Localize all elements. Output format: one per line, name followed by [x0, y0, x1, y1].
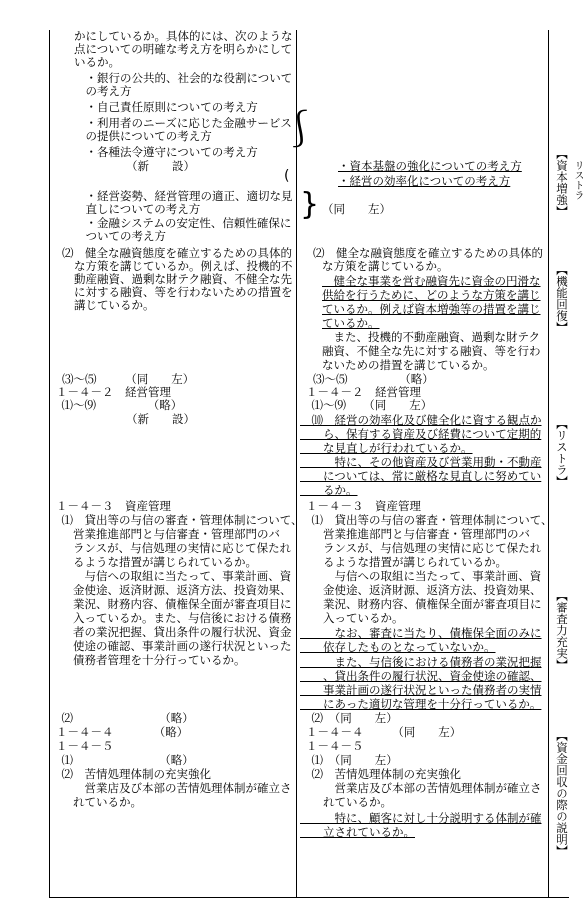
right-section-10-line: な見直しが行われているか。	[300, 441, 473, 455]
left-mgmt-line: ・金融システムの安定性、信頼性確保に	[74, 216, 292, 230]
side-label-capital: 【資本増強】	[555, 148, 569, 217]
right-item2-line: また、投機的不動産融資、過剰な財テク	[322, 330, 541, 344]
left-asset-line: 入っているか。また、与信後における債務	[50, 611, 292, 625]
right-tail-line: ⑴ （同 左）	[300, 753, 398, 767]
right-item2-line: ないための措置を講じているか。	[322, 358, 495, 372]
right-section-10-line: ⑽ 経営の効率化及び健全化に資する観点か	[300, 413, 542, 427]
left-new-established: （新 設）	[126, 159, 195, 173]
left-asset-line: 金使途、返済財源、返済方法、投資効果、	[50, 583, 292, 597]
right-item2-line: 健全な事業を営む融資先に資金の円滑な	[322, 274, 541, 288]
right-asset-line: ランスが、与信処理の実情に応じて保たれ	[300, 541, 542, 555]
left-intro-line: かにしているか。具体的には、次のような	[74, 29, 293, 43]
left-tail-line: １－４－４ （略）	[56, 725, 189, 739]
right-tail-line: １－４－４ （同 左）	[306, 725, 462, 739]
left-intro-line: 点についての明確な考え方を明らかにして	[74, 42, 293, 56]
left-heading-1-4-3: １－４－３ 資産管理	[56, 499, 171, 513]
left-tail-line: １－４－５	[56, 739, 114, 753]
side-label-review-enhancement: 【審査力充実】	[555, 590, 569, 671]
right-tail-line: 営業店及び本部の苦情処理体制が確立さ	[300, 781, 542, 795]
column-rule-middle	[296, 30, 297, 898]
right-asset-line: にあった適切な管理を十分行っているか。	[300, 697, 542, 711]
left-tail-line: ⑴ （略）	[50, 753, 194, 767]
left-asset-line: るような措置が講じられているか。	[50, 555, 257, 569]
side-label-function-recovery: 【機能回復】	[555, 264, 569, 333]
column-rule-right	[548, 30, 549, 898]
left-mgmt-line: ついての考え方	[74, 229, 166, 243]
side-label-capital-sub: リストラ	[572, 160, 583, 200]
left-asset-line: 使途の確認、事業計画の遂行状況といった	[50, 639, 292, 653]
left-tail-line: ⑵ 苦情処理体制の充実強化	[50, 767, 211, 781]
right-item2-line: な方策を講じているか。	[322, 259, 449, 273]
right-section-1-9: ⑴～⑼ （同 左）	[300, 398, 433, 412]
left-item2-line: に対する融資、等を行わないための措置を	[74, 285, 293, 299]
right-capital-line: ・経営の効率化についての考え方	[338, 174, 511, 188]
left-heading-1-4-2: １－４－２ 経営管理	[56, 385, 171, 399]
left-intro-line: ・各種法令遵守についての考え方	[74, 145, 258, 159]
right-section-10-line: 特に、その他資産及び営業用動・不動産	[300, 455, 542, 469]
right-asset-line: なお、審査に当たり、債権保全面のみに	[300, 626, 542, 640]
left-intro-line: いるか。	[74, 55, 120, 69]
right-asset-line: 事業計画の遂行状況といった債務者の実情	[300, 683, 542, 697]
left-new-established: （新 設）	[126, 412, 195, 426]
right-section-3-5: ⑶～⑸ （略）	[313, 372, 434, 386]
left-mgmt-line: 直しについての考え方	[74, 202, 201, 216]
right-asset-line: 与信への取組に当たって、事業計画、資	[300, 569, 542, 583]
left-item2-line: 講じているか。	[74, 298, 155, 312]
right-tail-line: １－４－５	[306, 739, 364, 753]
right-item2-line: ⑵ 健全な融資態度を確立するための具体的	[313, 246, 543, 260]
right-item2-line: ているか。例えば資本増強等の措置を講じ	[322, 302, 541, 316]
right-section-10-line: については、常に厳格な見直しに努めてい	[300, 469, 542, 483]
left-item2-line: 動産融資、過剰な財テク融資、不健全な先	[74, 272, 293, 286]
right-section-10-line: ら、保有する資産及び経費について定期的	[300, 427, 542, 441]
right-asset-line: 入っているか。	[300, 611, 404, 625]
right-asset-line: 金使途、返済財源、返済方法、投資効果、	[300, 583, 542, 597]
right-heading-1-4-2: １－４－２ 経営管理	[306, 385, 421, 399]
right-tail-line: 特に、顧客に対し十分説明する体制が確	[300, 811, 542, 825]
right-capital-line: ・資本基盤の強化についての考え方	[338, 159, 522, 173]
left-intro-line: の提供についての考え方	[74, 129, 212, 143]
left-asset-line: 業況、財務内容、債権保全面が審査項目に	[50, 597, 292, 611]
left-intro-line: の考え方	[74, 84, 132, 98]
brace-small: (	[284, 168, 290, 184]
right-asset-line: 業況、財務内容、債権保全面が審査項目に	[300, 597, 542, 611]
left-mgmt-line: ・経営姿勢、経営管理の適正、適切な見	[74, 189, 293, 203]
right-asset-line: ⑴ 貸出等の与信の審査・管理体制について、	[300, 513, 553, 527]
brace-left: ⎰	[282, 109, 319, 150]
left-tail-line: ⑵ （略）	[50, 711, 194, 725]
right-tail-line: ⑵ （同 左）	[300, 711, 398, 725]
left-section-1-9: ⑴～⑼ （略）	[50, 398, 183, 412]
right-asset-line: 依存したものとなっていないか。	[300, 640, 496, 654]
left-tail-line: 営業店及び本部の苦情処理体制が確立さ	[50, 781, 292, 795]
left-asset-line: ⑴ 貸出等の与信の審査・管理体制について、	[50, 513, 303, 527]
right-asset-line: るような措置が講じられているか。	[300, 555, 507, 569]
left-asset-line: 債務者管理を十分行っているか。	[50, 653, 246, 667]
left-section-3-5: ⑶～⑸ （同 左）	[62, 372, 195, 386]
left-item2-line: ⑵ 健全な融資態度を確立するための具体的	[62, 246, 292, 260]
left-item2-line: な方策を講じているか。例えば、投機的不	[74, 259, 293, 273]
right-tail-line: れているか。	[300, 795, 392, 809]
right-section-10-line: るか。	[300, 483, 358, 497]
left-intro-line: ・自己責任原則についての考え方	[74, 100, 258, 114]
side-label-collection-explanation: 【資金回収の際の説明】	[555, 730, 569, 857]
right-asset-line: 営業推進部門と与信審査・管理部門のバ	[300, 527, 530, 541]
left-asset-line: 与信への取組に当たって、事業計画、資	[50, 569, 292, 583]
right-heading-1-4-3: １－４－３ 資産管理	[306, 499, 421, 513]
right-asset-line: 、貸出条件の履行状況、資金使途の確認、	[300, 669, 542, 683]
left-asset-line: ランスが、与信処理の実情に応じて保たれ	[50, 541, 292, 555]
side-label-restructuring: 【リストラ】	[555, 418, 569, 487]
left-asset-line: 者の業況把握、貸出条件の履行状況、資金	[50, 625, 292, 639]
left-intro-line: ・利用者のニーズに応じた金融サービス	[74, 116, 292, 130]
brace-right: }	[300, 187, 320, 222]
right-same-as-left: （同 左）	[322, 202, 391, 216]
right-item2-line: ているか。	[322, 316, 380, 330]
right-item2-line: 融資、不健全な先に対する融資、等を行わ	[322, 344, 541, 358]
left-tail-line: れているか。	[50, 795, 142, 809]
right-tail-line: 立されているか。	[300, 825, 415, 839]
right-tail-line: ⑵ 苦情処理体制の充実強化	[300, 767, 461, 781]
left-asset-line: 営業推進部門と与信審査・管理部門のバ	[50, 527, 280, 541]
right-item2-line: 供給を行うために、どのような方策を講じ	[322, 288, 541, 302]
right-asset-line: また、与信後における債務者の業況把握	[300, 655, 542, 669]
left-intro-line: ・銀行の公共的、社会的な役割について	[74, 71, 293, 85]
